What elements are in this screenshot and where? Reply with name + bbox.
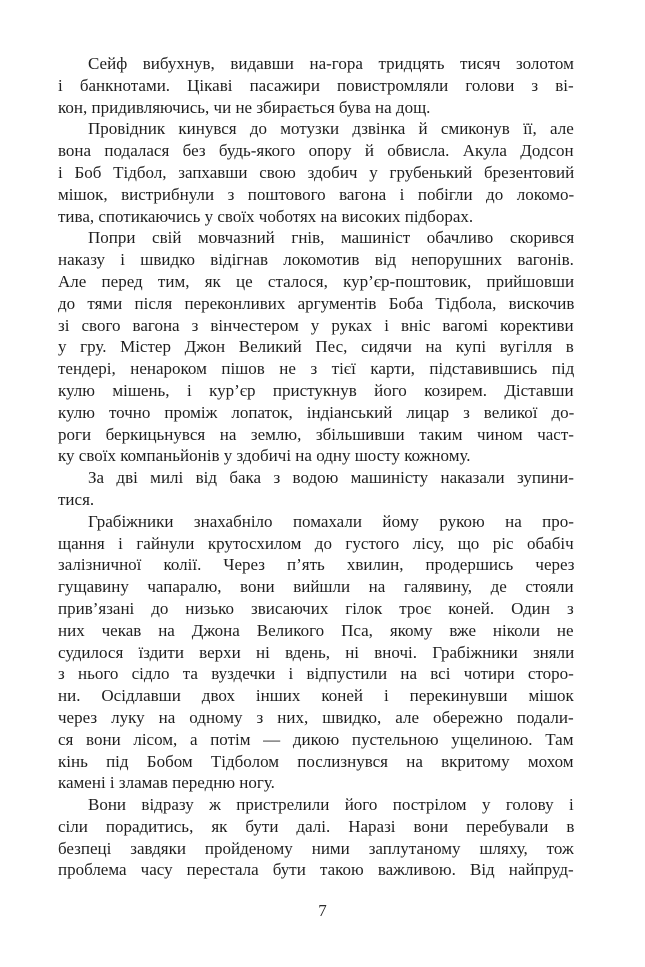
text-line: кулю точно проміж лопаток, індіанський лицар з великої до- bbox=[58, 402, 574, 422]
text-line: тива, спотикаючись у своїх чоботях на високих підборах. bbox=[58, 206, 474, 226]
text-line: ся вони лісом, а потім — дикою пустельною ущелиною. Там bbox=[58, 729, 574, 749]
text-line: прив’язані до низько звисаючих гілок троє коней. Один з bbox=[58, 598, 574, 618]
text-line: Провідник кинувся до мотузки дзвінка й смиконув її, але bbox=[88, 119, 574, 139]
text-line: мішок, вистрибнули з поштового вагона і побігли до локомо- bbox=[58, 184, 574, 204]
text-line: залізничної колії. Через п’ять хвилин, продершись через bbox=[58, 555, 574, 575]
text-line: За дві милі від бака з водою машиністу наказали зупини- bbox=[88, 468, 574, 488]
text-line: Попри свій мовчазний гнів, машиніст обачливо скорився bbox=[88, 228, 574, 248]
text-line: кон, придивляючись, чи не збирається бува на дощ. bbox=[58, 97, 431, 117]
text-line: вона подалася без будь-якого опору й обвисла. Акула Додсон bbox=[58, 141, 574, 161]
text-line: Вони відразу ж пристрелили його пострілом у голову і bbox=[88, 795, 574, 815]
text-line: них чекав на Джона Великого Пса, якому вже ніколи не bbox=[58, 620, 574, 640]
paragraph bbox=[58, 467, 574, 511]
paragraph bbox=[58, 53, 574, 118]
text-line: проблема часу перестала бути такою важливою. Від найпруд- bbox=[58, 860, 574, 880]
text-line: Сейф вибухнув, видавши на-гора тридцять тисяч золотом bbox=[88, 54, 574, 73]
text-line: кулю мішень, і кур’єр пристукнув його козирем. Діставши bbox=[58, 380, 574, 400]
text-line: кінь під Бобом Тідболом послизнувся на вкритому мохом bbox=[58, 751, 574, 771]
text-line: до тями після переконливих аргументів Боба Тідбола, вискочив bbox=[58, 293, 574, 313]
body-text bbox=[58, 53, 574, 881]
text-line: тися. bbox=[58, 489, 95, 509]
text-line: у гру. Містер Джон Великий Пес, сидячи на купі вугілля в bbox=[58, 337, 574, 357]
text-line: роги беркицьнувся на землю, збільшивши таким чином част- bbox=[58, 424, 574, 444]
text-line: судилося їздити верхи ні вдень, ні вночі. Грабіжники зняли bbox=[58, 642, 574, 662]
text-line: щання і гайнули крутосхилом до густого лісу, що ріс обабіч bbox=[58, 533, 574, 553]
text-line: гущавину чапаралю, вони вийшли на галявину, де стояли bbox=[58, 577, 574, 597]
text-line: і Боб Тідбол, запхавши свою здобич у грубенький брезентовий bbox=[58, 162, 574, 182]
text-line: ни. Осідлавши двох інших коней і перекинувши мішок bbox=[58, 686, 574, 706]
text-line: і банкнотами. Цікаві пасажири повистромляли голови з ві- bbox=[58, 75, 574, 95]
text-line: Грабіжники знахабніло помахали йому рукою на про- bbox=[88, 511, 574, 531]
text-line: тендері, ненароком пішов не з тієї карти, підставившись під bbox=[58, 359, 574, 379]
text-line: з нього сідло та вуздечки і відпустили на всі чотири сторо- bbox=[58, 664, 574, 684]
text-line: безпеці завдяки пройденому ними заплутаному шляху, тож bbox=[58, 838, 574, 858]
text-line: сіли порадитись, як бути далі. Наразі вони перебували в bbox=[58, 816, 574, 836]
paragraph bbox=[58, 227, 574, 467]
page-number: 7 bbox=[318, 901, 327, 920]
paragraph bbox=[58, 511, 574, 794]
text-line: ку своїх компаньйонів у здобичі на одну шосту кожному. bbox=[58, 446, 471, 466]
text-line: камені і зламав передню ногу. bbox=[58, 773, 275, 793]
text-line: зі свого вагона з вінчестером у руках і вніс вагомі корективи bbox=[58, 315, 574, 335]
text-line: через луку на одному з них, швидко, але обережно подали- bbox=[58, 707, 574, 727]
paragraph bbox=[58, 118, 574, 227]
paragraph bbox=[58, 794, 574, 881]
text-line: наказу і швидко відігнав локомотив від непорушних вагонів. bbox=[58, 250, 574, 270]
text-line: Але перед тим, як це сталося, кур’єр-поштовик, прийшовши bbox=[58, 271, 574, 291]
